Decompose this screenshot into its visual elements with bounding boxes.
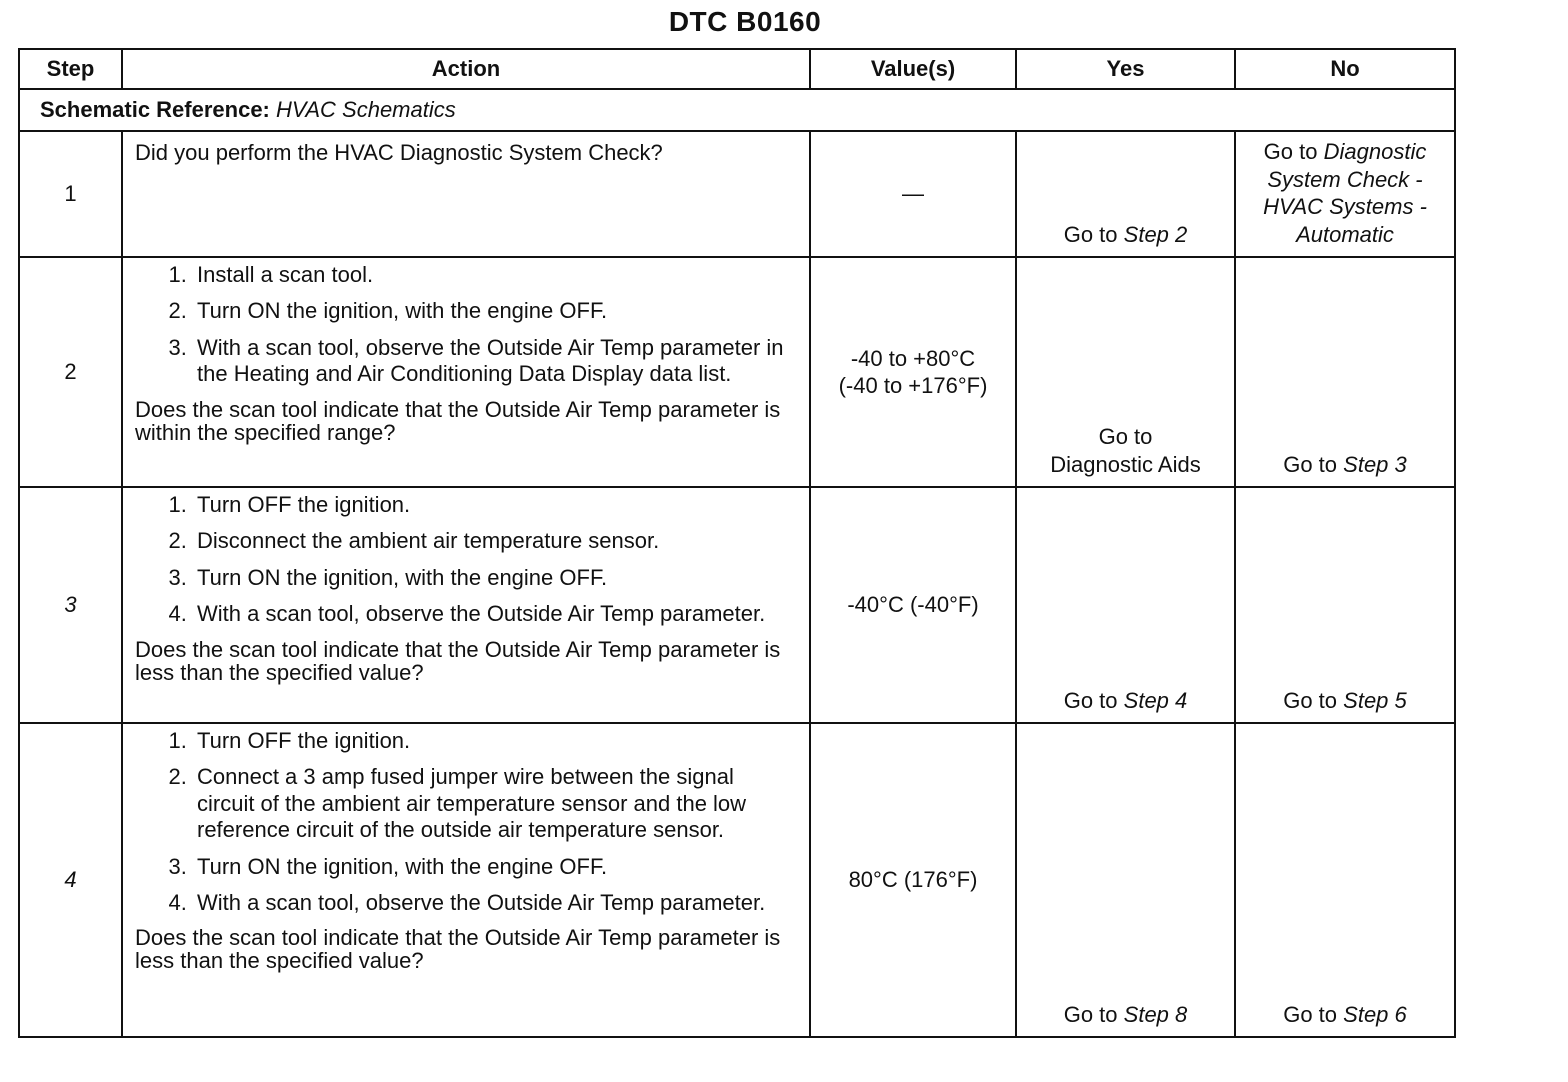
step-number: 3 — [19, 487, 122, 723]
action-question: Did you perform the HVAC Diagnostic System Check? — [135, 140, 663, 165]
action-cell — [122, 131, 810, 257]
table-row — [19, 487, 1455, 723]
no-cell — [1235, 487, 1455, 723]
header-step: Step — [19, 49, 122, 89]
action-step: 1. Turn OFF the ignition. — [193, 492, 797, 518]
header-yes: Yes — [1016, 49, 1235, 89]
yes-prefix: Go to — [1063, 687, 1118, 713]
no-cell — [1235, 723, 1455, 1037]
value-cell: -40°C (-40°F) — [810, 487, 1016, 723]
action-cell — [122, 257, 810, 487]
table-row — [19, 723, 1455, 1037]
yes-cell — [1016, 257, 1235, 487]
table-row — [19, 131, 1455, 257]
no-prefix: Go to — [1263, 139, 1318, 164]
header-action: Action — [122, 49, 810, 89]
yes-prefix: Go to — [1063, 1001, 1118, 1027]
action-step: 2. Connect a 3 amp fused jumper wire between the signal circuit of the ambient air temperature sensor and the low reference circuit of the outside air temperature sensor. — [193, 764, 797, 843]
action-step: 2. Turn ON the ignition, with the engine OFF. — [193, 298, 797, 324]
action-step: 3. Turn ON the ignition, with the engine OFF. — [193, 565, 797, 591]
schematic-reference — [19, 89, 1455, 131]
yes-cell — [1016, 131, 1235, 257]
action-step: 3. With a scan tool, observe the Outside Air Temp parameter in the Heating and Air Conditioning Data Display data list. — [193, 335, 797, 388]
yes-prefix: Go to — [1098, 424, 1153, 449]
action-step: 2. Disconnect the ambient air temperature sensor. — [193, 528, 797, 554]
yes-link[interactable]: Step 2 — [1123, 221, 1188, 247]
action-question: Does the scan tool indicate that the Outside Air Temp parameter is less than the specified value? — [135, 925, 781, 974]
yes-cell — [1016, 487, 1235, 723]
schematic-reference-row — [19, 89, 1455, 131]
value-line: (-40 to +176°F) — [838, 373, 988, 398]
action-question: Does the scan tool indicate that the Outside Air Temp parameter is less than the specified value? — [135, 636, 781, 685]
no-cell — [1235, 131, 1455, 257]
no-prefix: Go to — [1283, 687, 1338, 713]
yes-link[interactable]: Diagnostic Aids — [1050, 451, 1201, 477]
no-link[interactable]: Step 3 — [1343, 451, 1407, 477]
value-cell: 80°C (176°F) — [810, 723, 1016, 1037]
action-step: 3. Turn ON the ignition, with the engine OFF. — [193, 854, 797, 880]
value-line: -40 to +80°C — [850, 345, 976, 371]
action-steps — [135, 262, 797, 388]
yes-prefix: Go to — [1063, 221, 1118, 247]
action-step: 4. With a scan tool, observe the Outside Air Temp parameter. — [193, 890, 797, 916]
step-number: 2 — [19, 257, 122, 487]
no-link[interactable]: Diagnostic System Check - HVAC Systems - Automatic — [1263, 139, 1427, 247]
schematic-link[interactable]: HVAC Schematics — [276, 97, 456, 122]
yes-link[interactable]: Step 8 — [1123, 1001, 1188, 1027]
action-step: 4. With a scan tool, observe the Outside Air Temp parameter. — [193, 601, 797, 627]
action-step: 1. Turn OFF the ignition. — [193, 728, 797, 754]
step-number: 1 — [19, 131, 122, 257]
action-step: 1. Install a scan tool. — [193, 262, 797, 288]
action-cell — [122, 487, 810, 723]
yes-cell — [1016, 723, 1235, 1037]
yes-link[interactable]: Step 4 — [1123, 687, 1188, 713]
action-steps — [135, 728, 797, 916]
value-cell — [810, 257, 1016, 487]
action-cell — [122, 723, 810, 1037]
value-cell: — — [810, 131, 1016, 257]
action-question: Does the scan tool indicate that the Outside Air Temp parameter is within the specified range? — [135, 396, 781, 445]
schematic-label: Schematic Reference: — [40, 97, 270, 122]
header-values: Value(s) — [810, 49, 1016, 89]
no-link[interactable]: Step 6 — [1343, 1001, 1407, 1027]
action-steps — [135, 492, 797, 628]
no-prefix: Go to — [1283, 451, 1338, 477]
step-number: 4 — [19, 723, 122, 1037]
page-title: DTC B0160 — [668, 6, 822, 37]
no-prefix: Go to — [1283, 1001, 1338, 1027]
diagnostic-table — [18, 48, 1456, 1038]
header-no: No — [1235, 49, 1455, 89]
header-row — [19, 49, 1455, 89]
table-row — [19, 257, 1455, 487]
no-cell — [1235, 257, 1455, 487]
no-link[interactable]: Step 5 — [1343, 687, 1407, 713]
